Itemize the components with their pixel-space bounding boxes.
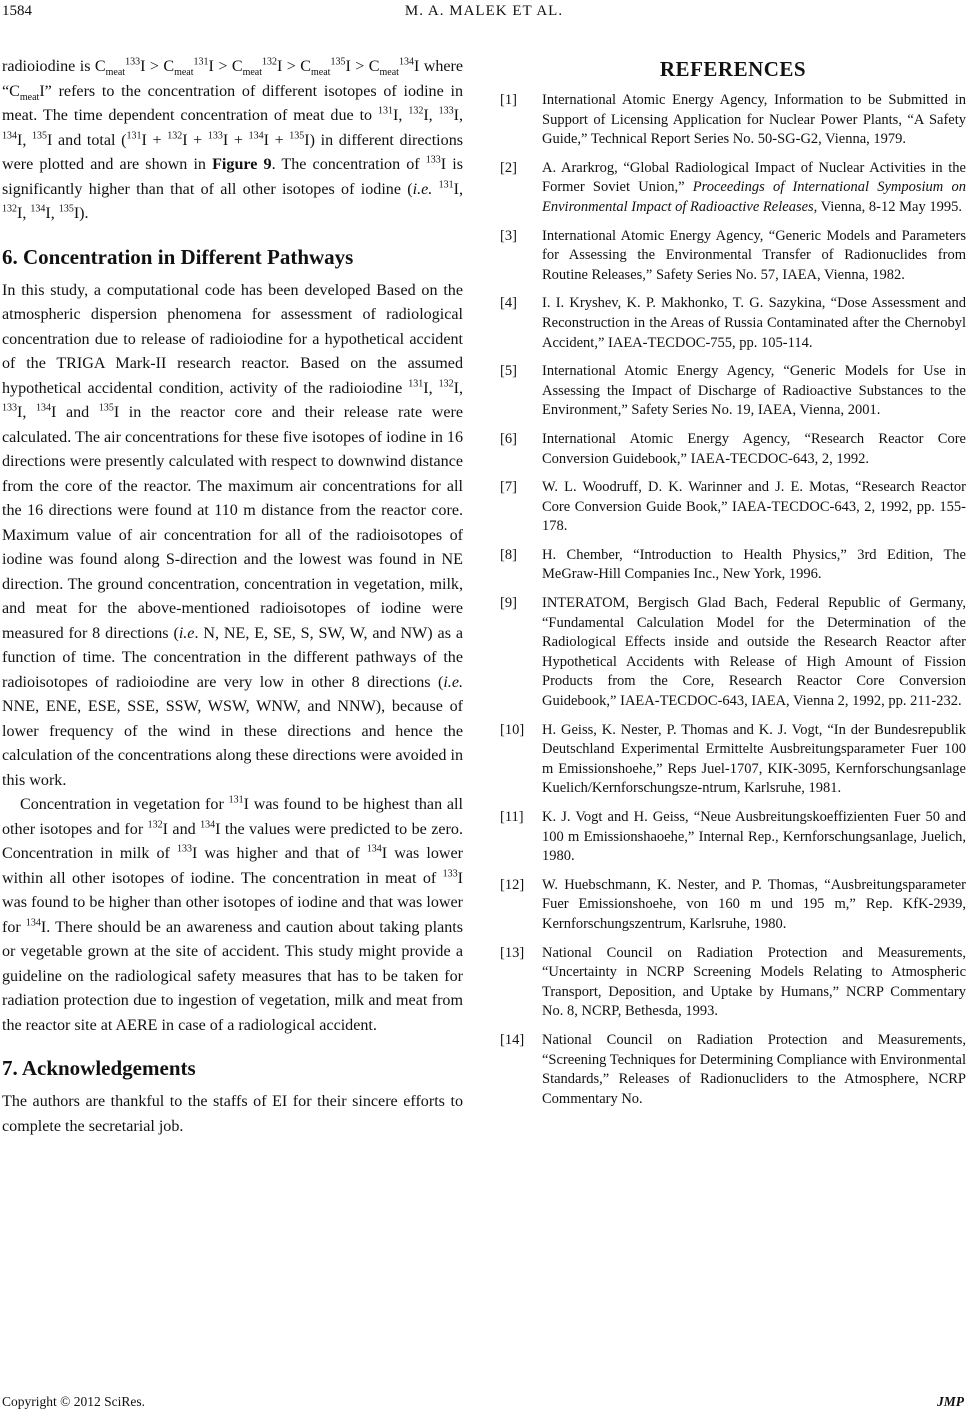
figure-link: Figure 9 (212, 156, 272, 173)
reference-item: [3] International Atomic Energy Agency, “Generic Models and Parameters for Assessing the Environmental Transfer of Radionuclides from Routine Releases,” Safety Series No. 57, IAEA, Vienna, 1982. (500, 227, 966, 283)
reference-item: [4] I. I. Kryshev, K. P. Makhonko, T. G. Sazykina, “Dose Assessment and Reconstruction in the Areas of Russia Contaminated after the Chernobyl Accident,” IAEA-TECDOC-755, pp. 105-114. (500, 295, 966, 351)
copyright-notice: Copyright © 2012 SciRes. (2, 1394, 146, 1409)
section-6-heading: 6. Concentration in Different Pathways (2, 244, 354, 269)
reference-item: [8] H. Chember, “Introduction to Health Physics,” 3rd Edition, The MeGraw-Hill Companies Inc., New York, 1996. (500, 546, 966, 583)
reference-item: [6] International Atomic Energy Agency, “Research Reactor Core Conversion Guidebook,” IAEA-TECDOC-643, 2, 1992. (500, 430, 966, 467)
reference-item: [9] INTERATOM, Bergisch Glad Bach, Federal Republic of Germany, “Fundamental Calculation Model for the Determination of the Radiological Effects inside and outside the Research Reactor after Hypothetical Accidents with Release of High Amount of Fission Products from the Core, Research Reactor Core Conversion Guidebook,” IAEA-TECDOC-643, IAEA, Vienna 2, 1992, pp. 211-232. (500, 595, 966, 710)
reference-item: [10] H. Geiss, K. Nester, P. Thomas and K. J. Vogt, “In der Bundesrepublik Deutschland Experimental Ermittelte Ausbreitungsparameter Fuer 100 m Emissionshoehe,” Reps Juel-1707, KIK-3095, Kernforschungsanlage Kuelich/Kernforschungsze-ntrum, Karlsruhe, 1981. (500, 721, 966, 797)
paragraph-acknowledgements: The authors are thankful to the staffs of EI for their sincere efforts to complete the secretarial job. (2, 1093, 463, 1135)
page-header (0, 3, 968, 23)
reference-item: [13] National Council on Radiation Protection and Measurements, “Uncertainty in NCRP Screening Models Relating to Atmospheric Transport, Deposition, and Uptake by Humans,” NCRP Commentary No. 8, NCRP, Bethesda, 1993. (500, 944, 966, 1020)
reference-item: [2] A. Ararkrog, “Global Radiological Impact of Nuclear Activities in the Former Soviet Union,” Proceedings of International Symposium on Environmental Impact of Radioactive Releases, Vienna, 8-12 May 1995. (500, 159, 966, 215)
paragraph-meat-order: radioiodine is $C_{meat}^{133}I > C_{meat}^{131}I > C_{meat}^{132}I > C_{meat}^{135}I > C_{meat}^{134}I$ where “$C_{meat}I$” refers to the concentration of different isotopes of iodine in meat. The time dependent concentration of meat due to $^{131}$I, $^{132}$I, $^{133}$I, $^{134}$I, $^{135}$I and total ($^{131}$I + $^{132}$I + $^{133}$I + $^{134}$I + $^{135}$I) in different directions were plotted and are shown in Figure 9. The concentration of $^{133}$I is significantly higher than that of all other isotopes of iodine (i.e. $^{131}$I, $^{132}$I, $^{134}$I, $^{135}$I). (2, 56, 464, 222)
running-head: M. A. MALEK ET AL. (404, 3, 564, 19)
references-heading: REFERENCES (659, 57, 807, 81)
reference-item: [5] International Atomic Energy Agency, “Generic Models for Use in Assessing the Impact of Discharge of Radioactive Substances to the Environment,” Safety Series No. 19, IAEA, Vienna, 2001. (500, 363, 966, 419)
reference-item: [7] W. L. Woodruff, D. K. Warinner and J. E. Motas, “Research Reactor Core Conversion Guide Book,” IAEA-TECDOC-643, 2, 1992, pp. 155-178. (500, 479, 966, 535)
section-7-heading: 7. Acknowledgements (2, 1056, 196, 1080)
paragraph-findings: Concentration in vegetation for $^{131}$I was found to be highest than all other isotopes and for $^{132}$I and $^{134}$I the values were predicted to be zero. Concentration in milk of $^{133}$I was higher and that of $^{134}$I was lower within all other isotopes of iodine. The concentration in meat of $^{133}$I was found to be higher than other isotopes of iodine and that was lower for $^{134}$I. There should be an awareness and caution about taking plants or vegetable grown at the site of accident. This study might provide a guideline on the radiological safety measures that has to be taken for radiation protection due to ingestion of vegetation, milk and meat from the reactor site at AERE in case of a radiological accident. (2, 794, 464, 1034)
paragraph-section-6: In this study, a computational code has been developed Based on the atmospheric dispersion phenomena for assessment of radiological concentration due to release of radioiodine for a hypothetical accident of the TRIGA Mark-II research reactor. Based on the assumed hypothetical accidental condition, activity of the radioiodine $^{131}$I, $^{132}$I, $^{133}$I, $^{134}$I and $^{135}$I in the reactor core and their release rate were calculated. The air concentrations for these five isotopes of iodine in 16 directions were presently calculated with respect to downwind distance from the core of the reactor. The maximum air concentrations for all the 16 directions were found at 110 m distance from the reactor core. Maximum value of air concentration for all of the radioisotopes of iodine was found along S-direction and the lowest was found in NE direction. The ground concentration, concentration in vegetation, milk, and meat for the above-mentioned radioisotopes of iodine were measured for 8 directions (i.e. N, NE, E, SE, S, SW, W, and NW) as a function of time. The concentration in the different pathways of the radioisotopes of radioiodine are very low in other 8 directions (i.e. NNE, ENE, ESE, SSE, SSW, WSW, WNW, and NNW), because of lower frequency of the wind in these directions and hence the calculation of the concentrations along these directions were avoided in this work. (2, 281, 464, 789)
page-number: 1584 (2, 3, 32, 19)
journal-abbrev: JMP (937, 1394, 964, 1409)
reference-item: [14] National Council on Radiation Protection and Measurements, “Screening Techniques for Determining Compliance with Environmental Standards,” Releases of Radionucliders to the Atmosphere, NCRP Commentary No. (500, 1031, 966, 1107)
references-column (500, 55, 966, 1118)
reference-item: [11] K. J. Vogt and H. Geiss, “Neue Ausbreitungskoeffizienten Fuer 50 and 100 m Emissionshaoehe,” Internal Rep., Kernforschungsanlage, Juelich, 1980. (500, 809, 966, 865)
left-column (2, 55, 463, 1139)
reference-item: [12] W. Huebschmann, K. Nester, and P. Thomas, “Ausbreitungsparameter Fuer Emissionshoehe, von 160 m und 195 m,” Rep. KfK-2939, Kernforschungszentrum, Karlsruhe, 1980. (500, 876, 966, 932)
reference-item: [1] International Atomic Energy Agency, Information to be Submitted in Support of Licensing Application for Nuclear Power Plants, “A Safety Guide,” Technical Report Series No. 50-SG-G2, Vienna, 1979. (500, 92, 966, 148)
